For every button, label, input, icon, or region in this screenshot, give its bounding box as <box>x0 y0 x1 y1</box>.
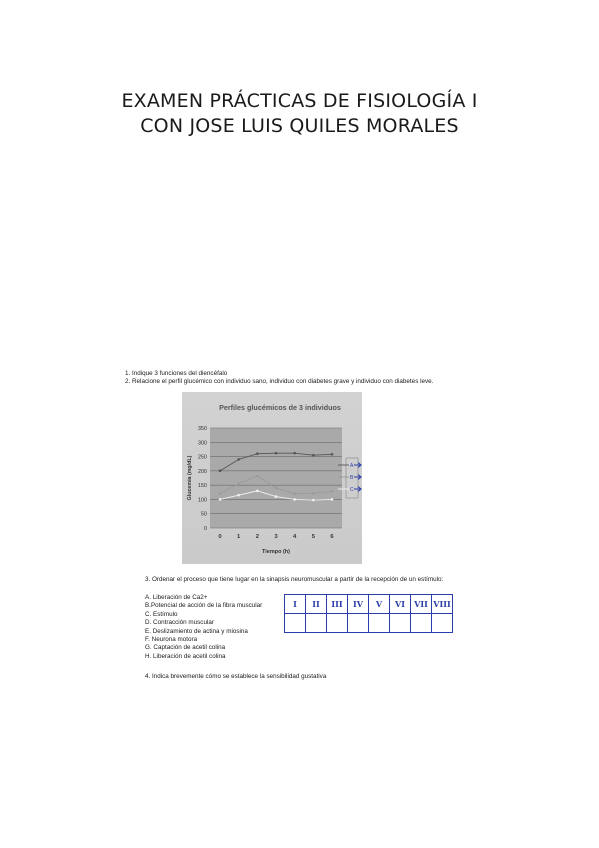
series-point-c <box>256 490 259 493</box>
order-answer-cell[interactable] <box>411 614 432 633</box>
order-header-cell: VII <box>411 595 432 614</box>
question-4: 4. Indica brevemente cómo se establece la sensibilidad gustativa <box>145 673 327 680</box>
y-tick-label: 0 <box>203 526 207 532</box>
legend-label: B <box>350 475 354 481</box>
question-2: 2. Relacione el perfil glucémico con individuo sano, individuo con diabetes grave y individuo con diabetes leve. <box>125 378 434 385</box>
process-step: A. Liberación de Ca2+ <box>145 594 208 601</box>
series-point-a <box>312 454 315 457</box>
x-tick-label: 0 <box>218 534 222 540</box>
question-1: 1. Indique 3 funciones del diencéfalo <box>125 370 228 377</box>
chart-title: Perfiles glucémicos de 3 individuos <box>219 403 341 412</box>
x-tick-label: 1 <box>237 534 241 540</box>
series-point-a <box>293 452 296 455</box>
y-tick-label: 100 <box>197 497 207 504</box>
order-header-cell: VI <box>390 595 411 614</box>
order-header-cell: IV <box>348 595 369 614</box>
x-tick-label: 2 <box>255 534 259 540</box>
series-point-b <box>312 492 315 495</box>
y-tick-label: 350 <box>197 426 207 432</box>
legend-label: C <box>350 487 354 493</box>
legend-arrow-icon <box>354 487 361 492</box>
process-step: E. Deslizamiento de actina y miosina <box>145 627 248 635</box>
y-tick-label: 250 <box>197 454 207 461</box>
order-answer-cell[interactable] <box>327 614 348 633</box>
x-axis-label: Tiempo (h) <box>261 549 291 555</box>
series-point-c <box>312 499 315 502</box>
exam-title-line2: CON JOSE LUIS QUILES MORALES <box>140 115 459 137</box>
order-answer-cell[interactable] <box>348 614 369 633</box>
process-step: B.Potencial de acción de la fibra muscular <box>145 602 263 610</box>
series-point-b <box>237 482 240 485</box>
series-point-a <box>331 453 334 456</box>
series-point-a <box>275 452 278 455</box>
series-point-c <box>293 498 296 501</box>
process-step: G. Captación de acetil colina <box>145 644 226 652</box>
process-step: D. Contracción muscular <box>145 619 214 627</box>
order-header-cell: III <box>327 595 348 614</box>
order-header-cell: II <box>306 595 327 614</box>
series-point-b <box>219 492 222 495</box>
exam-title-line1: EXAMEN PRÁCTICAS DE FISIOLOGÍA I <box>121 90 478 112</box>
order-answer-cell[interactable] <box>369 614 390 633</box>
y-tick-label: 300 <box>197 440 207 447</box>
y-tick-label: 200 <box>197 468 207 475</box>
order-header-cell: I <box>285 595 306 614</box>
y-tick-label: 150 <box>197 483 207 490</box>
process-steps-list <box>145 594 262 661</box>
order-answer-cell[interactable] <box>432 614 453 633</box>
legend-arrow-icon <box>354 475 361 480</box>
series-point-c <box>275 495 278 498</box>
order-header-row <box>285 595 453 614</box>
order-answer-cell[interactable] <box>390 614 411 633</box>
series-point-a <box>219 470 222 473</box>
x-tick-label: 6 <box>330 534 334 540</box>
x-tick-label: 5 <box>311 534 315 540</box>
y-axis-label: Glucemia (mg/dL) <box>187 455 193 501</box>
series-point-b <box>293 492 296 495</box>
order-header-cell: V <box>369 595 390 614</box>
series-point-a <box>256 452 259 455</box>
series-point-c <box>219 498 222 501</box>
series-point-b <box>331 490 334 493</box>
order-answer-cell[interactable] <box>285 614 306 633</box>
legend-label: A <box>350 463 354 469</box>
legend-arrow-icon <box>354 463 361 468</box>
x-tick-label: 4 <box>293 534 297 540</box>
process-step: H. Liberación de acetil colina <box>145 652 226 660</box>
series-point-b <box>256 475 259 478</box>
x-tick-label: 3 <box>274 534 278 540</box>
glucose-chart-photo <box>182 392 362 564</box>
question-3: 3. Ordenar el proceso que tiene lugar en la sinapsis neuromuscular a partir de la recepción de un estímulo: <box>145 576 444 583</box>
process-step: C. Estímulo <box>145 610 178 618</box>
order-answer-table <box>284 594 453 633</box>
order-header-cell: VIII <box>432 595 453 614</box>
series-point-c <box>331 498 334 501</box>
plot-area <box>210 428 342 528</box>
series-point-b <box>275 487 278 490</box>
series-point-a <box>237 458 240 461</box>
order-answer-cell[interactable] <box>306 614 327 633</box>
process-step: F. Neurona motora <box>145 636 198 644</box>
series-point-c <box>237 494 240 497</box>
order-answer-row <box>285 614 453 633</box>
glucose-chart <box>182 392 362 564</box>
y-tick-label: 50 <box>200 511 207 518</box>
